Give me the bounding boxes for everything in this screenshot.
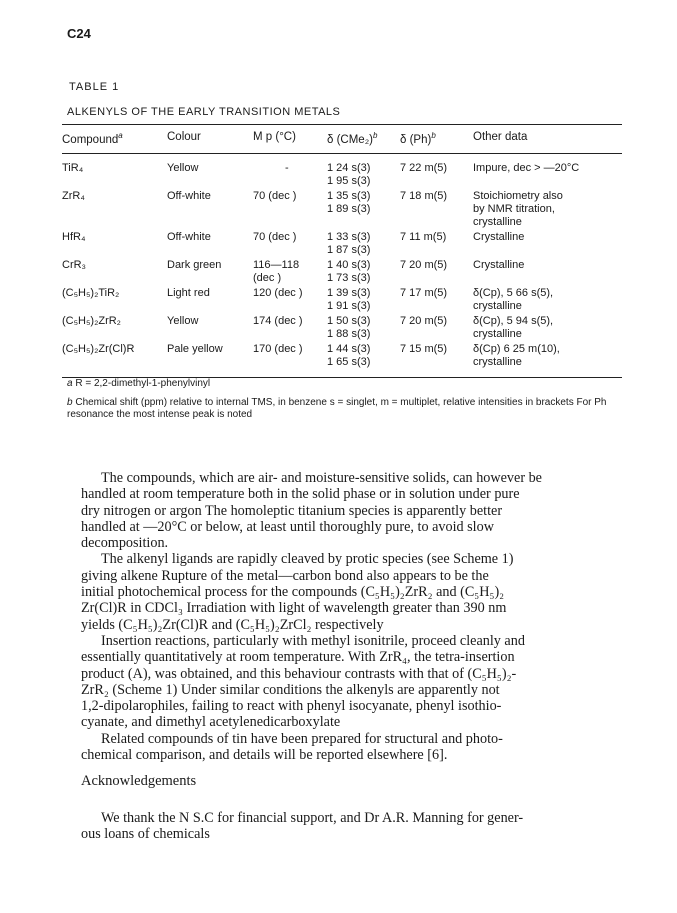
cell-other: Crystalline xyxy=(473,258,525,271)
paragraph: Insertion reactions, particularly with methyl isonitrile, proceed cleanly and essentially quantitatively at room temperature. With ZrR₄, the tetra-insertion product (A), was obtained, and this behaviour contrasts with that of (C₅H₅)₂- ZrR₂ (Scheme 1) Under similar conditions the alkenyls are apparently not 1,2-dipolarophiles, failing to react with phenyl isocyanate, phenyl isothio- cyanate, and dimethyl acetylenedicarboxylate xyxy=(81,632,525,731)
body-text xyxy=(81,470,621,763)
paragraph: The alkenyl ligands are rapidly cleaved by protic species (see Scheme 1) giving alkene Rupture of the metal—carbon bond also appears to be the initial photochemical process for the compounds (C₅H₅)₂ZrR₂ and (C₅H₅)₂ Zr(Cl)R in CDCl₃ Irradiation with light of wavelength greater than 390 nm yields (C₅H₅)₂Zr(Cl)R and (C₅H₅)₂ZrCl₂ respectively xyxy=(81,551,514,633)
cell-mp: 120 (dec ) xyxy=(253,286,303,299)
footnote-b: b Chemical shift (ppm) relative to internal TMS, in benzene s = singlet, m = multiplet, relative intensities in brackets For Ph resonance the most intense peak is noted xyxy=(67,397,607,420)
cell-compound: (C₅H₅)₂Zr(Cl)R xyxy=(62,342,135,355)
table-row xyxy=(62,190,622,229)
cell-mp: 70 (dec ) xyxy=(253,230,297,243)
cell-colour: Dark green xyxy=(167,258,222,271)
paragraph: Related compounds of tin have been prepared for structural and photo- chemical comparison, and details will be reported elsewhere [6]. xyxy=(81,730,503,764)
cell-other: δ(Cp) 6 25 m(10), crystalline xyxy=(473,342,560,368)
cell-compound: HfR₄ xyxy=(62,230,86,243)
table-title: ALKENYLS OF THE EARLY TRANSITION METALS xyxy=(67,106,341,118)
cell-cme: 1 44 s(3) 1 65 s(3) xyxy=(327,342,371,368)
cell-cme: 1 33 s(3) 1 87 s(3) xyxy=(327,230,371,256)
header-compound: Compound$^a$ xyxy=(62,131,123,146)
header-other: Other data xyxy=(473,131,528,143)
table-row xyxy=(62,343,622,369)
cell-cme: 1 39 s(3) 1 91 s(3) xyxy=(327,286,371,312)
table-label: TABLE 1 xyxy=(69,81,120,93)
cell-ph: 7 20 m(5) xyxy=(400,258,448,271)
cell-colour: Off-white xyxy=(167,189,211,202)
header-ph: δ $(Ph)^b$ xyxy=(400,131,436,146)
cell-cme: 1 35 s(3) 1 89 s(3) xyxy=(327,189,371,215)
cell-compound: (C₅H₅)₂TiR₂ xyxy=(62,286,120,299)
acknowledgements-text: We thank the N S.C for financial support, and Dr A.R. Manning for gener- ous loans of chemicals xyxy=(81,810,524,843)
cell-compound: ZrR₄ xyxy=(62,189,85,202)
cell-cme: 1 50 s(3) 1 88 s(3) xyxy=(327,314,371,340)
table-row xyxy=(62,231,622,257)
cell-ph: 7 18 m(5) xyxy=(400,189,448,202)
cell-other: Crystalline xyxy=(473,230,525,243)
header-mp: M p (°C) xyxy=(253,131,296,143)
cell-other: δ(Cp), 5 66 s(5), crystalline xyxy=(473,286,554,312)
cell-colour: Yellow xyxy=(167,161,199,174)
cell-compound: TiR₄ xyxy=(62,161,84,174)
cell-other: Impure, dec > —20°C xyxy=(473,161,580,174)
table-header-row xyxy=(62,125,622,153)
cell-ph: 7 17 m(5) xyxy=(400,286,448,299)
cell-ph: 7 11 m(5) xyxy=(400,230,447,243)
cell-colour: Off-white xyxy=(167,230,211,243)
cell-colour: Light red xyxy=(167,286,210,299)
table-row xyxy=(62,162,622,188)
paragraph: The compounds, which are air- and moisture-sensitive solids, can however be handled at room temperature both in the solid phase or in solution under pure dry nitrogen or argon The homoleptic titanium species is apparently better handled at —20°C or below, at least until thoroughly pure, to avoid slow decomposition. xyxy=(81,470,542,552)
cell-mp: 116—118 (dec ) xyxy=(253,258,300,284)
cell-compound: CrR₃ xyxy=(62,258,87,271)
cell-cme: 1 24 s(3) 1 95 s(3) xyxy=(327,161,371,187)
table-body xyxy=(62,154,622,377)
page-number: C24 xyxy=(67,26,91,41)
cell-mp: 70 (dec ) xyxy=(253,189,297,202)
cell-other: Stoichiometry also by NMR titration, crystalline xyxy=(473,189,563,228)
header-colour: Colour xyxy=(167,131,201,143)
footnote-a: a R = 2,2-dimethyl-1-phenylvinyl xyxy=(67,378,211,389)
cell-colour: Yellow xyxy=(167,314,199,327)
cell-ph: 7 15 m(5) xyxy=(400,342,448,355)
cell-cme: 1 40 s(3) 1 73 s(3) xyxy=(327,258,371,284)
cell-ph: 7 20 m(5) xyxy=(400,314,448,327)
table-row xyxy=(62,259,622,285)
cell-ph: 7 22 m(5) xyxy=(400,161,448,174)
cell-mp: 174 (dec ) xyxy=(253,314,303,327)
cell-mp: 170 (dec ) xyxy=(253,342,303,355)
header-cme: δ $(CMe_2)^b$ xyxy=(327,131,378,146)
cell-compound: (C₅H₅)₂ZrR₂ xyxy=(62,314,121,327)
cell-mp: - xyxy=(285,161,289,174)
table-row xyxy=(62,315,622,341)
cell-other: δ(Cp), 5 94 s(5), crystalline xyxy=(473,314,554,340)
data-table xyxy=(62,124,622,378)
cell-colour: Pale yellow xyxy=(167,342,223,355)
table-row xyxy=(62,287,622,313)
acknowledgements-heading: Acknowledgements xyxy=(81,773,197,789)
